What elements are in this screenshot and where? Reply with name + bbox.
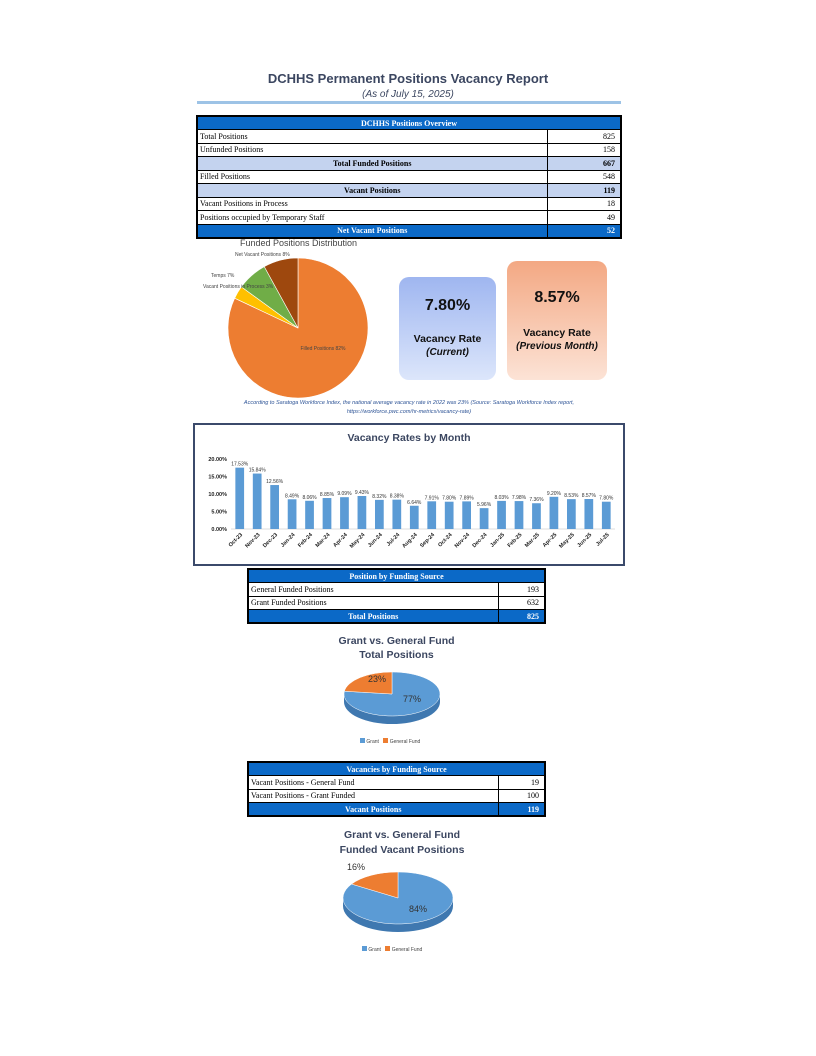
x-tick-label: Aug-24 (401, 532, 419, 550)
vacancies-header: Vacancies by Funding Source (248, 762, 545, 776)
overview-value: 119 (547, 184, 621, 198)
funding-label: General Funded Positions (248, 583, 498, 597)
funding-total-label: Total Positions (248, 610, 498, 624)
legend-general-label: General Fund (389, 739, 421, 745)
current-vacancy-value: 7.80% (424, 297, 471, 314)
bar-chart-title: Vacancy Rates by Month (347, 432, 471, 444)
y-tick-label: 10.00% (208, 492, 227, 498)
legend-grant-label: Grant (366, 739, 379, 745)
vacant-pie-title-2: Funded Vacant Positions (339, 844, 465, 856)
overview-value: 667 (547, 157, 621, 171)
x-tick-label: Jun-25 (576, 532, 594, 549)
overview-value: 158 (547, 143, 621, 157)
x-tick-label: Oct-24 (437, 532, 454, 549)
pie-pct-grant: 77% (402, 694, 422, 704)
legend-swatch-general (383, 738, 388, 743)
vacant-pie-legend (362, 946, 422, 953)
x-tick-label: Feb-24 (297, 532, 314, 549)
bar-value-label: 9.20% (546, 490, 562, 497)
overview-label: Vacant Positions in Process (197, 197, 547, 211)
legend-swatch-grant (362, 946, 367, 951)
overview-value: 52 (547, 224, 621, 238)
vacancies-value: 100 (498, 789, 545, 803)
pie-label-filled: Filled Positions 82% (300, 346, 346, 352)
previous-vacancy-value: 8.57% (534, 289, 580, 306)
report-subtitle: (As of July 15, 2025) (362, 89, 454, 100)
funding-total-value: 825 (498, 610, 545, 624)
bar-jul-24 (392, 500, 401, 529)
previous-vacancy-card (507, 261, 607, 380)
bar-nov-23 (253, 474, 262, 529)
y-tick-label: 20.00% (208, 457, 227, 463)
vacant-positions-pie (320, 862, 470, 942)
bar-value-label: 5.96% (476, 502, 492, 509)
x-tick-label: Dec-23 (262, 532, 280, 550)
overview-label: Vacant Positions (197, 184, 547, 198)
vacancies-label: Vacant Positions - Grant Funded (248, 789, 498, 803)
bar-value-label: 7.91% (424, 495, 439, 502)
bar-aug-24 (410, 506, 419, 529)
bar-value-label: 7.89% (459, 495, 474, 502)
bar-value-label: 6.64% (407, 499, 422, 506)
funded-pie-chart (195, 248, 375, 398)
pie-pct-general: 23% (367, 674, 387, 684)
bar-value-label: 8.53% (564, 493, 579, 500)
bar-nov-24 (462, 501, 471, 529)
funding-value: 632 (498, 596, 545, 610)
bar-may-24 (358, 496, 367, 529)
bar-mar-25 (532, 503, 541, 529)
overview-value: 825 (547, 130, 621, 144)
bar-oct-24 (445, 502, 454, 529)
total-positions-pie (320, 664, 470, 734)
pie-label-in-process: Vacant Positions in Process 3% (203, 284, 274, 290)
bar-value-label: 8.57% (581, 493, 596, 500)
overview-header: DCHHS Positions Overview (197, 116, 621, 130)
pie-pct-grant: 84% (408, 904, 428, 914)
bar-value-label: 7.36% (529, 497, 544, 504)
current-vacancy-card (399, 277, 496, 380)
overview-value: 548 (547, 170, 621, 184)
bar-value-label: 17.53% (231, 461, 249, 468)
positions-overview-table (196, 115, 622, 239)
x-tick-label: Apr-24 (332, 532, 349, 549)
vacancies-value: 19 (498, 776, 545, 790)
funding-label: Grant Funded Positions (248, 596, 498, 610)
x-tick-label: Apr-25 (541, 532, 559, 549)
bar-value-label: 8.85% (319, 492, 335, 499)
bar-sep-24 (427, 501, 436, 529)
total-pie-legend (360, 738, 420, 745)
x-tick-label: May-25 (558, 532, 576, 550)
overview-label: Unfunded Positions (197, 143, 547, 157)
current-vacancy-label: Vacancy Rate (413, 333, 482, 345)
x-tick-label: Sep-24 (419, 532, 437, 550)
bar-value-label: 8.38% (389, 493, 404, 500)
bar-value-label: 7.98% (511, 495, 527, 502)
bar-oct-23 (235, 468, 244, 529)
funded-pie-title: Funded Positions Distribution (240, 238, 358, 248)
bar-jul-25 (602, 502, 611, 529)
bar-value-label: 12.56% (266, 479, 284, 486)
pie-pct-general: 16% (346, 862, 366, 872)
pie-label-temps: Temps 7% (211, 273, 235, 279)
vacancies-total-label: Vacant Positions (248, 803, 498, 817)
x-tick-label: Nov-23 (244, 532, 262, 550)
bar-value-label: 7.80% (442, 495, 457, 502)
bar-value-label: 9.43% (354, 489, 370, 496)
bar-feb-24 (305, 501, 314, 529)
overview-value: 18 (547, 197, 621, 211)
bar-apr-25 (550, 497, 559, 529)
current-vacancy-sublabel: (Current) (426, 347, 469, 358)
bar-jan-24 (288, 499, 297, 529)
vacancy-bar-chart (195, 447, 623, 565)
x-tick-label: Mar-24 (314, 532, 332, 549)
total-pie-title (247, 634, 546, 662)
bar-value-label: 9.09% (337, 491, 352, 498)
legend-general-label: General Fund (391, 947, 423, 953)
x-tick-label: Dec-24 (471, 532, 489, 550)
total-pie-title-1: Grant vs. General Fund (338, 635, 455, 647)
x-tick-label: Jan-24 (279, 532, 297, 549)
x-tick-label: Oct-23 (227, 532, 245, 549)
total-pie-title-2: Total Positions (359, 649, 434, 661)
legend-swatch-general (385, 946, 390, 951)
x-tick-label: Jan-25 (489, 532, 506, 549)
funding-header: Position by Funding Source (248, 569, 545, 583)
bar-feb-25 (515, 501, 524, 529)
overview-label: Filled Positions (197, 170, 547, 184)
y-tick-label: 15.00% (208, 474, 227, 481)
y-tick-label: 5.00% (211, 509, 227, 516)
x-tick-label: Mar-25 (524, 532, 541, 549)
funding-source-table (247, 568, 546, 624)
bar-value-label: 8.49% (284, 493, 300, 500)
bar-value-label: 8.32% (372, 493, 387, 500)
title-underline (197, 101, 621, 104)
y-tick-label: 0.00% (211, 527, 227, 533)
x-tick-label: Jun-24 (366, 532, 384, 549)
funding-value: 193 (498, 583, 545, 597)
bar-jan-25 (497, 501, 506, 529)
bar-jun-24 (375, 500, 384, 529)
bar-may-25 (567, 499, 576, 529)
overview-label: Positions occupied by Temporary Staff (197, 211, 547, 225)
overview-label: Total Funded Positions (197, 157, 547, 171)
bar-value-label: 7.80% (599, 495, 614, 502)
bar-dec-23 (270, 485, 279, 529)
bar-mar-24 (323, 498, 332, 529)
saratoga-note (197, 399, 621, 417)
x-tick-label: Jul-25 (595, 532, 611, 548)
bar-apr-24 (340, 497, 349, 529)
x-tick-label: Jul-24 (385, 532, 402, 548)
vacancies-total-value: 119 (498, 803, 545, 817)
vacancies-label: Vacant Positions - General Fund (248, 776, 498, 790)
note-line-1: According to Saratoga Workforce Index, the national average vacancy rate in 2022 was 23% (Source: Saratoga Workforce Index report, (243, 400, 575, 406)
note-line-2: https://workforce.pwc.com/hr-metrics/vacancy-rate) (346, 409, 472, 415)
bar-value-label: 15.84% (248, 467, 266, 474)
previous-vacancy-label: Vacancy Rate (523, 327, 591, 339)
overview-label: Total Positions (197, 130, 547, 144)
bar-value-label: 8.03% (494, 494, 509, 501)
bar-dec-24 (480, 508, 489, 529)
bar-value-label: 8.06% (302, 494, 317, 501)
bar-jun-25 (584, 499, 593, 529)
legend-grant-label: Grant (368, 947, 381, 953)
legend-swatch-grant (360, 738, 365, 743)
x-tick-label: May-24 (348, 532, 367, 550)
vacant-pie-title (247, 828, 557, 858)
vacancies-source-table (247, 761, 546, 817)
x-tick-label: Feb-25 (506, 532, 524, 549)
x-tick-label: Nov-24 (453, 532, 472, 550)
previous-vacancy-sublabel: (Previous Month) (516, 341, 598, 352)
vacant-pie-title-1: Grant vs. General Fund (343, 829, 461, 841)
overview-label: Net Vacant Positions (197, 224, 547, 238)
overview-value: 49 (547, 211, 621, 225)
pie-label-net-vacant: Net Vacant Positions 8% (235, 252, 290, 258)
vacancy-bar-chart-box (193, 423, 625, 566)
report-title: DCHHS Permanent Positions Vacancy Report (267, 71, 549, 86)
